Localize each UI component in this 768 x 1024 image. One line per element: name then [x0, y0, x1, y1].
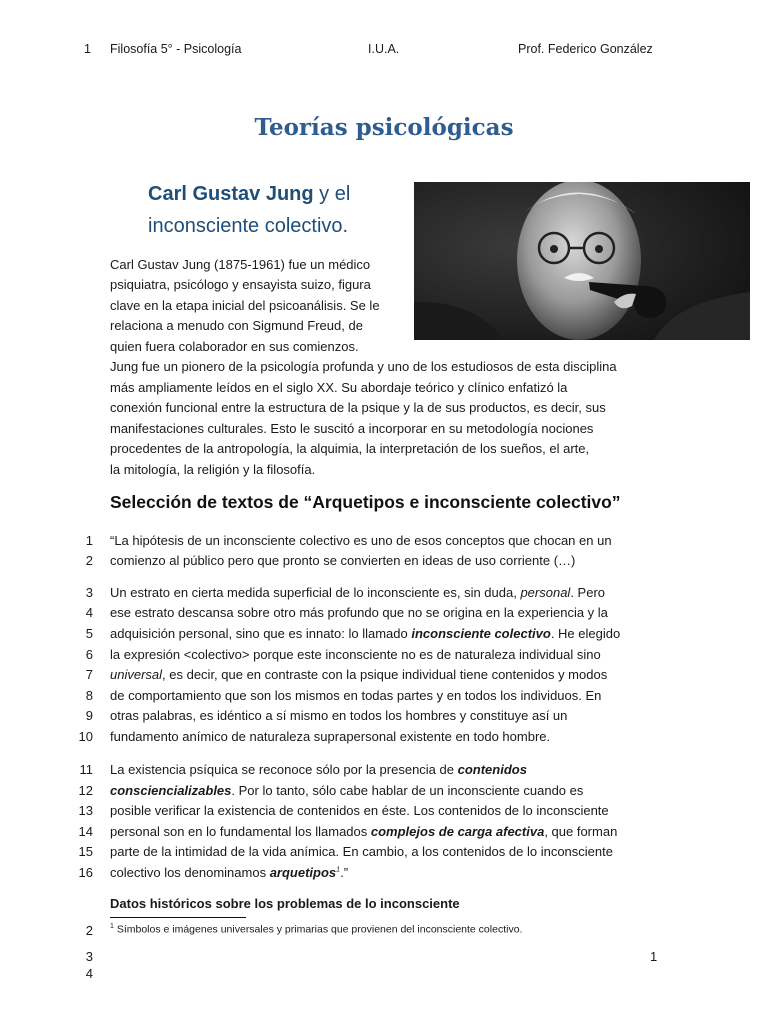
quote-line	[110, 626, 620, 641]
intro-line: quien fuera colaborador en sus comienzos.	[110, 339, 359, 354]
quote-line-fragment: de comportamiento que son los mismos en todas partes y en todos los individuos. En	[110, 688, 602, 703]
line-number: 13	[78, 803, 93, 818]
quote-line-fragment: universal	[110, 667, 163, 682]
quote-line	[110, 729, 550, 744]
header-line-number: 1	[84, 42, 91, 56]
quote-line	[110, 605, 608, 620]
quote-line	[110, 585, 605, 600]
quote-line-fragment: inconsciente colectivo	[411, 626, 551, 641]
portrait-photo	[414, 182, 750, 340]
quote-line-fragment: . Pero	[570, 585, 606, 600]
quote-line-fragment: personal son en lo fundamental los llamados	[110, 824, 371, 839]
subtitle-rest-2: inconsciente colectivo.	[148, 215, 349, 237]
line-number: 12	[78, 783, 93, 798]
quote-line-fragment: . He elegido	[550, 626, 621, 641]
subheading: Datos históricos sobre los problemas de lo inconsciente	[110, 896, 460, 911]
quote-line-fragment: arquetipos	[269, 865, 337, 880]
intro-line: más ampliamente leídos en el siglo XX. Su abordaje teórico y clínico enfatizó la	[110, 380, 568, 395]
quote-line-fragment: personal	[520, 585, 571, 600]
line-number: 3	[85, 585, 93, 600]
intro-line: relaciona a menudo con Sigmund Freud, de	[110, 318, 363, 333]
quote-line	[110, 783, 583, 798]
quote-line-fragment: Un estrato en cierta medida superficial de lo inconsciente es, sin duda,	[110, 585, 521, 600]
quote-line	[110, 803, 609, 818]
quote-line	[110, 824, 617, 839]
line-number: 15	[78, 844, 93, 859]
quote-line-fragment: adquisición personal, sino que es innato: lo llamado	[110, 626, 412, 641]
intro-line: manifestaciones culturales. Esto le suscitó a incorporar en su metodología nociones	[110, 421, 594, 436]
header-institution: I.U.A.	[368, 42, 400, 56]
quote-line-fragment: .”	[340, 865, 349, 880]
quote-line-fragment: , que forman	[544, 824, 618, 839]
quote-line-fragment: ese estrato descansa sobre otro más profundo que no se origina en la experiencia y la	[110, 605, 608, 620]
line-number: 14	[78, 824, 93, 839]
line-number: 2	[85, 553, 93, 568]
quote-line	[110, 865, 348, 880]
quote-line	[110, 708, 567, 723]
quote-line-fragment: complejos de carga afectiva	[370, 824, 545, 839]
portrait-photo-icon	[414, 182, 750, 340]
intro-line: Carl Gustav Jung (1875-1961) fue un médico	[110, 257, 371, 272]
footnote-text: Símbolos e imágenes universales y primarias que provienen del inconsciente colectivo.	[113, 923, 523, 936]
subtitle	[148, 178, 408, 242]
line-number: 16	[78, 865, 93, 880]
intro-line: la mitología, la religión y la filosofía.	[110, 462, 316, 477]
margin-number: 3	[85, 949, 93, 964]
quote-line-fragment: parte de la intimidad de la vida anímica. En cambio, a los contenidos de lo inconsciente	[110, 844, 613, 859]
footnote	[110, 923, 522, 936]
section-heading: Selección de textos de “Arquetipos e inconsciente colectivo”	[110, 492, 621, 512]
quote-line	[110, 688, 601, 703]
quote-line-fragment: otras palabras, es idéntico a sí mismo en todos los hombres y constituye así un	[110, 708, 568, 723]
quote-line	[110, 533, 612, 548]
line-number: 9	[85, 708, 93, 723]
quote-line-fragment: fundamento anímico de naturaleza suprapersonal existente en todo hombre.	[110, 729, 551, 744]
header-teacher: Prof. Federico González	[518, 42, 653, 56]
intro-line: Jung fue un pionero de la psicología profunda y uno de los estudiosos de esta disciplina	[110, 359, 617, 374]
page-title: Teorías psicológicas	[254, 114, 514, 141]
footnote-marker: 1	[110, 923, 114, 930]
intro-line: clave en la etapa inicial del psicoanálisis. Se le	[110, 298, 380, 313]
quote-line-fragment: consciencializables	[110, 783, 232, 798]
line-number: 8	[85, 688, 93, 703]
line-number: 11	[79, 762, 93, 777]
quote-line-fragment: colectivo los denominamos	[110, 865, 270, 880]
quote-line	[110, 553, 575, 568]
quote-line-fragment: la expresión <colectivo> porque este inconsciente no es de naturaleza individual sino	[110, 647, 601, 662]
quote-line-fragment: comienzo al público pero que pronto se convierten en ideas de uso corriente (…)	[110, 553, 576, 568]
line-number: 6	[85, 647, 93, 662]
line-number: 1	[85, 533, 93, 548]
margin-number: 2	[85, 923, 93, 938]
quote-line-fragment: “La hipótesis de un inconsciente colectivo es uno de esos conceptos que chocan en un	[110, 533, 612, 548]
quote-line-fragment: , es decir, que en contraste con la psique individual tiene contenidos y modos	[162, 667, 608, 682]
quote-line-fragment: La existencia psíquica se reconoce sólo por la presencia de	[110, 762, 458, 777]
intro-line: conexión funcional entre la estructura de la psique y la de sus productos, es decir, sus	[110, 400, 606, 415]
footnote-divider	[110, 917, 246, 918]
intro-line: psiquiatra, psicólogo y ensayista suizo, figura	[110, 277, 371, 292]
quote-line	[110, 647, 601, 662]
header-course: Filosofía 5° - Psicología	[110, 42, 242, 56]
quote-line	[110, 667, 607, 682]
margin-number: 4	[85, 966, 93, 981]
quote-line	[110, 762, 527, 777]
line-number: 5	[85, 626, 93, 641]
quote-line-fragment: contenidos	[457, 762, 527, 777]
subtitle-rest-1: y el	[313, 183, 351, 205]
line-number: 7	[85, 667, 93, 682]
page-number: 1	[650, 949, 658, 964]
quote-line-fragment: posible verificar la existencia de contenidos en éste. Los contenidos de lo inconsciente	[110, 803, 609, 818]
line-number: 10	[78, 729, 93, 744]
quote-line	[110, 844, 613, 859]
line-number: 4	[85, 605, 93, 620]
intro-line: procedentes de la antropología, la alquimia, la interpretación de los sueños, el arte,	[110, 441, 590, 456]
subtitle-name: Carl Gustav Jung	[148, 183, 314, 205]
quote-line-fragment: . Por lo tanto, sólo cabe hablar de un inconsciente cuando es	[231, 783, 584, 798]
quote-line-fragment: 1	[336, 866, 341, 874]
